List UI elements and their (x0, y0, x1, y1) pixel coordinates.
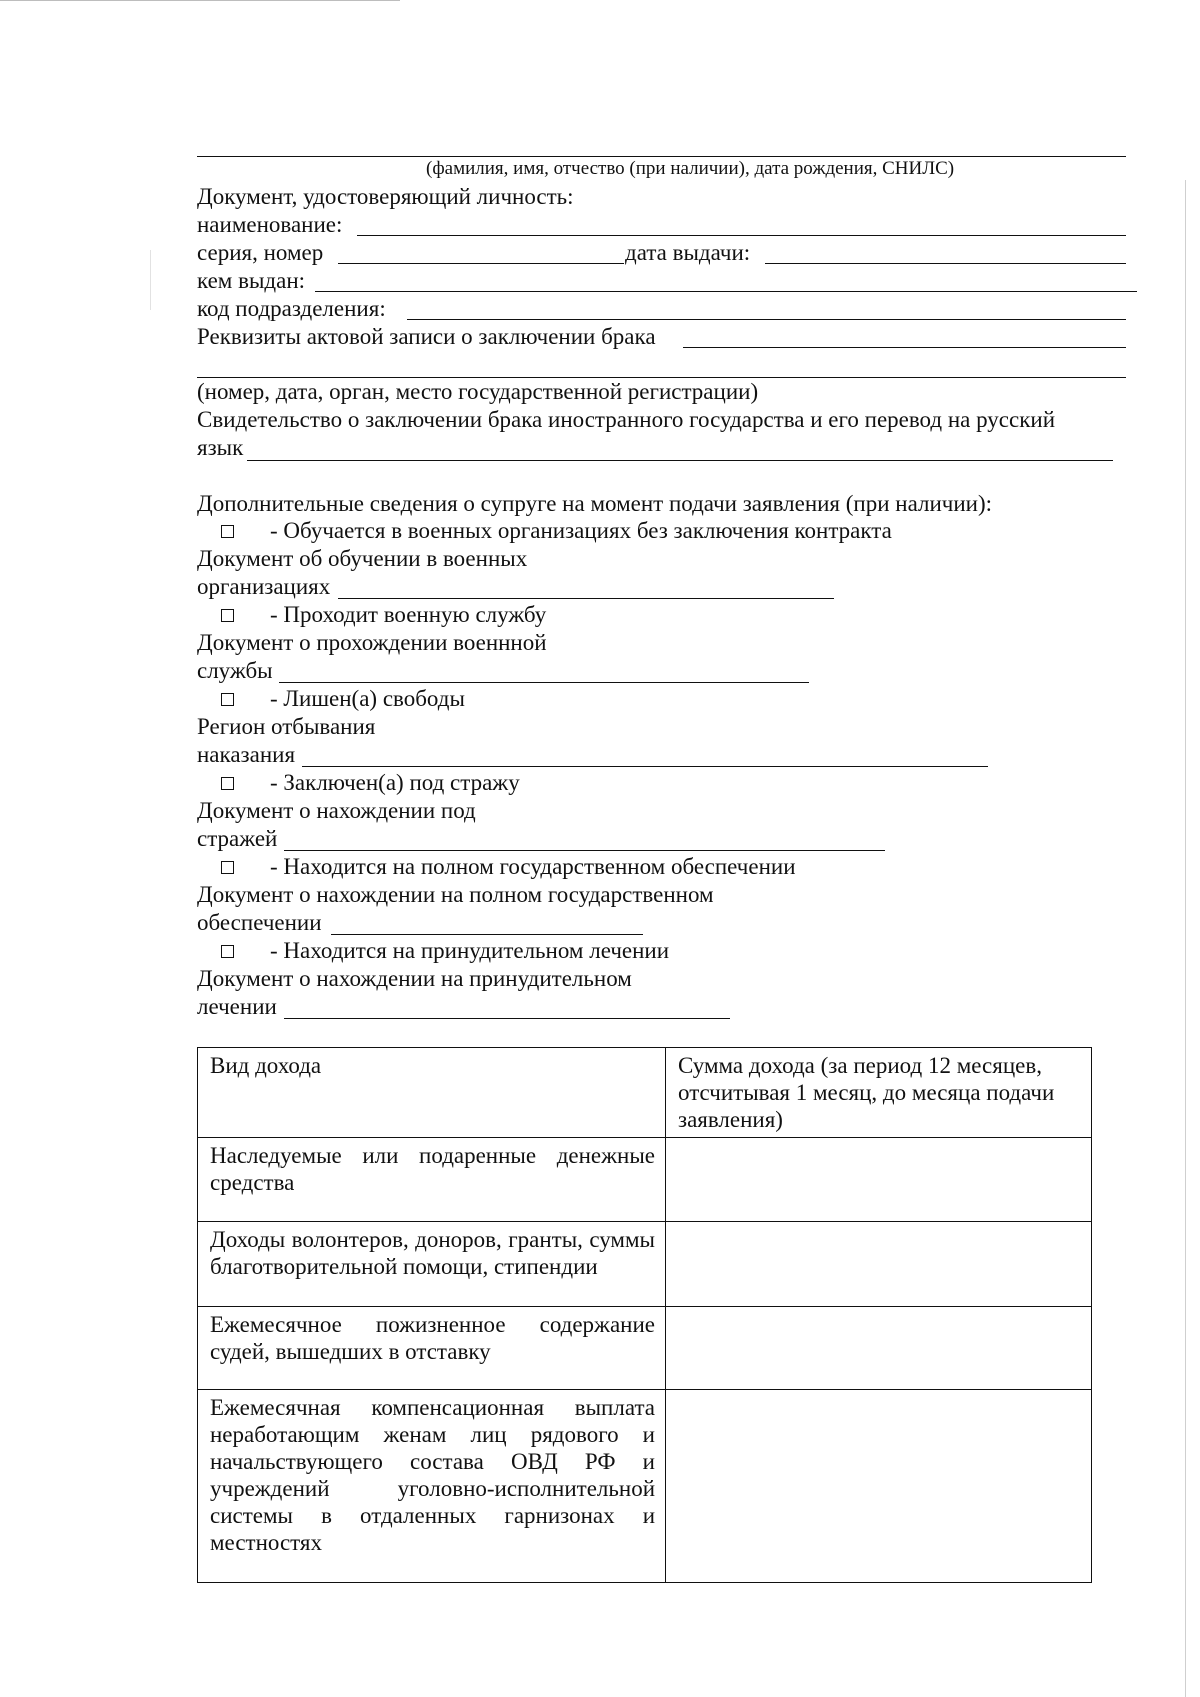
checkbox-compulsory-treatment[interactable] (221, 945, 234, 958)
doc-military-education-field[interactable] (338, 598, 834, 599)
scan-edge-left (150, 250, 151, 310)
table-row (198, 1222, 1092, 1307)
doc-imprisoned-label: Регион отбывания (197, 714, 376, 739)
doc-state-support-field[interactable] (331, 934, 643, 935)
checkbox-custody[interactable] (221, 777, 234, 790)
spouse-info-heading: Дополнительные сведения о супруге на момент подачи заявления (при наличии): (197, 491, 993, 516)
scan-edge-top (0, 0, 400, 1)
marriage-record-caption: (номер, дата, орган, место государственной регистрации) (197, 379, 759, 404)
doc-state-support-label: Документ о нахождении на полном государственном (197, 882, 714, 907)
marriage-record-label: Реквизиты актовой записи о заключении брака (197, 324, 656, 349)
doc-custody-label: Документ о нахождении под (197, 798, 476, 823)
income-amount-cell[interactable] (666, 1222, 1092, 1307)
doc-state-support-label2: обеспечении (197, 910, 322, 935)
income-amount-cell[interactable] (666, 1390, 1092, 1583)
header-income-amount: Сумма дохода (за период 12 месяцев, отсчитывая 1 месяц, до месяца подачи заявления) (666, 1048, 1092, 1138)
option-state-support: - Находится на полном государственном обеспечении (270, 854, 796, 879)
scan-edge-right (1185, 180, 1186, 1697)
income-table (197, 1047, 1092, 1583)
doc-military-service-field[interactable] (279, 682, 809, 683)
checkbox-military-education[interactable] (221, 525, 234, 538)
foreign-cert-line1: Свидетельство о заключении брака иностранного государства и его перевод на русский (197, 407, 1056, 432)
foreign-cert-field[interactable] (247, 460, 1113, 461)
doc-imprisoned-field[interactable] (302, 766, 988, 767)
option-custody: - Заключен(а) под стражу (270, 770, 520, 795)
series-number-field[interactable] (338, 263, 624, 264)
checkbox-imprisoned[interactable] (221, 693, 234, 706)
doc-compulsory-treatment-label2: лечении (197, 994, 277, 1019)
table-row (198, 1138, 1092, 1222)
income-amount-cell[interactable] (666, 1307, 1092, 1390)
issued-by-field[interactable] (315, 291, 1137, 292)
table-row (198, 1390, 1092, 1583)
doc-military-service-label2: службы (197, 658, 273, 683)
person-fill-line[interactable] (197, 156, 1126, 157)
doc-compulsory-treatment-label: Документ о нахождении на принудительном (197, 966, 632, 991)
option-military-service: - Проходит военную службу (270, 602, 547, 627)
checkbox-state-support[interactable] (221, 861, 234, 874)
option-compulsory-treatment: - Находится на принудительном лечении (270, 938, 670, 963)
series-number-label: серия, номер (197, 240, 324, 265)
person-caption: (фамилия, имя, отчество (при наличии), дата рождения, СНИЛС) (426, 158, 955, 179)
issue-date-field[interactable] (765, 263, 1126, 264)
income-type-cell: Доходы волонтеров, доноров, гранты, суммы благотворительной помощи, стипендии (198, 1222, 666, 1307)
income-type-cell: Ежемесячное пожизненное содержание судей, вышедших в отставку (198, 1307, 666, 1390)
doc-name-label: наименование: (197, 212, 343, 237)
doc-name-field[interactable] (357, 235, 1126, 236)
foreign-cert-line2: язык (197, 435, 244, 460)
checkbox-military-service[interactable] (221, 609, 234, 622)
marriage-record-field[interactable] (683, 347, 1126, 348)
income-type-cell: Наследуемые или подаренные денежные средства (198, 1138, 666, 1222)
issue-date-label: дата выдачи: (625, 240, 751, 265)
table-header-row (198, 1048, 1092, 1138)
issued-by-label: кем выдан: (197, 268, 306, 293)
table-row (198, 1307, 1092, 1390)
option-military-education: - Обучается в военных организациях без заключения контракта (270, 518, 892, 543)
doc-military-service-label: Документ о прохождении военнной (197, 630, 547, 655)
doc-imprisoned-label2: наказания (197, 742, 296, 767)
doc-compulsory-treatment-field[interactable] (284, 1018, 730, 1019)
header-income-type: Вид дохода (198, 1048, 666, 1138)
income-amount-cell[interactable] (666, 1138, 1092, 1222)
doc-military-education-label2: организациях (197, 574, 331, 599)
income-type-cell: Ежемесячная компенсационная выплата неработающим женам лиц рядового и начальствующего состава ОВД РФ и учреждений уголовно-исполнительной системы в отдаленных гарнизонах и местностях (198, 1390, 666, 1583)
identity-doc-heading: Документ, удостоверяющий личность: (197, 184, 574, 209)
option-imprisoned: - Лишен(а) свободы (270, 686, 465, 711)
doc-custody-label2: стражей (197, 826, 278, 851)
doc-custody-field[interactable] (284, 850, 885, 851)
subdivision-code-label: код подразделения: (197, 296, 386, 321)
subdivision-code-field[interactable] (407, 319, 1126, 320)
doc-military-education-label: Документ об обучении в военных (197, 546, 528, 571)
